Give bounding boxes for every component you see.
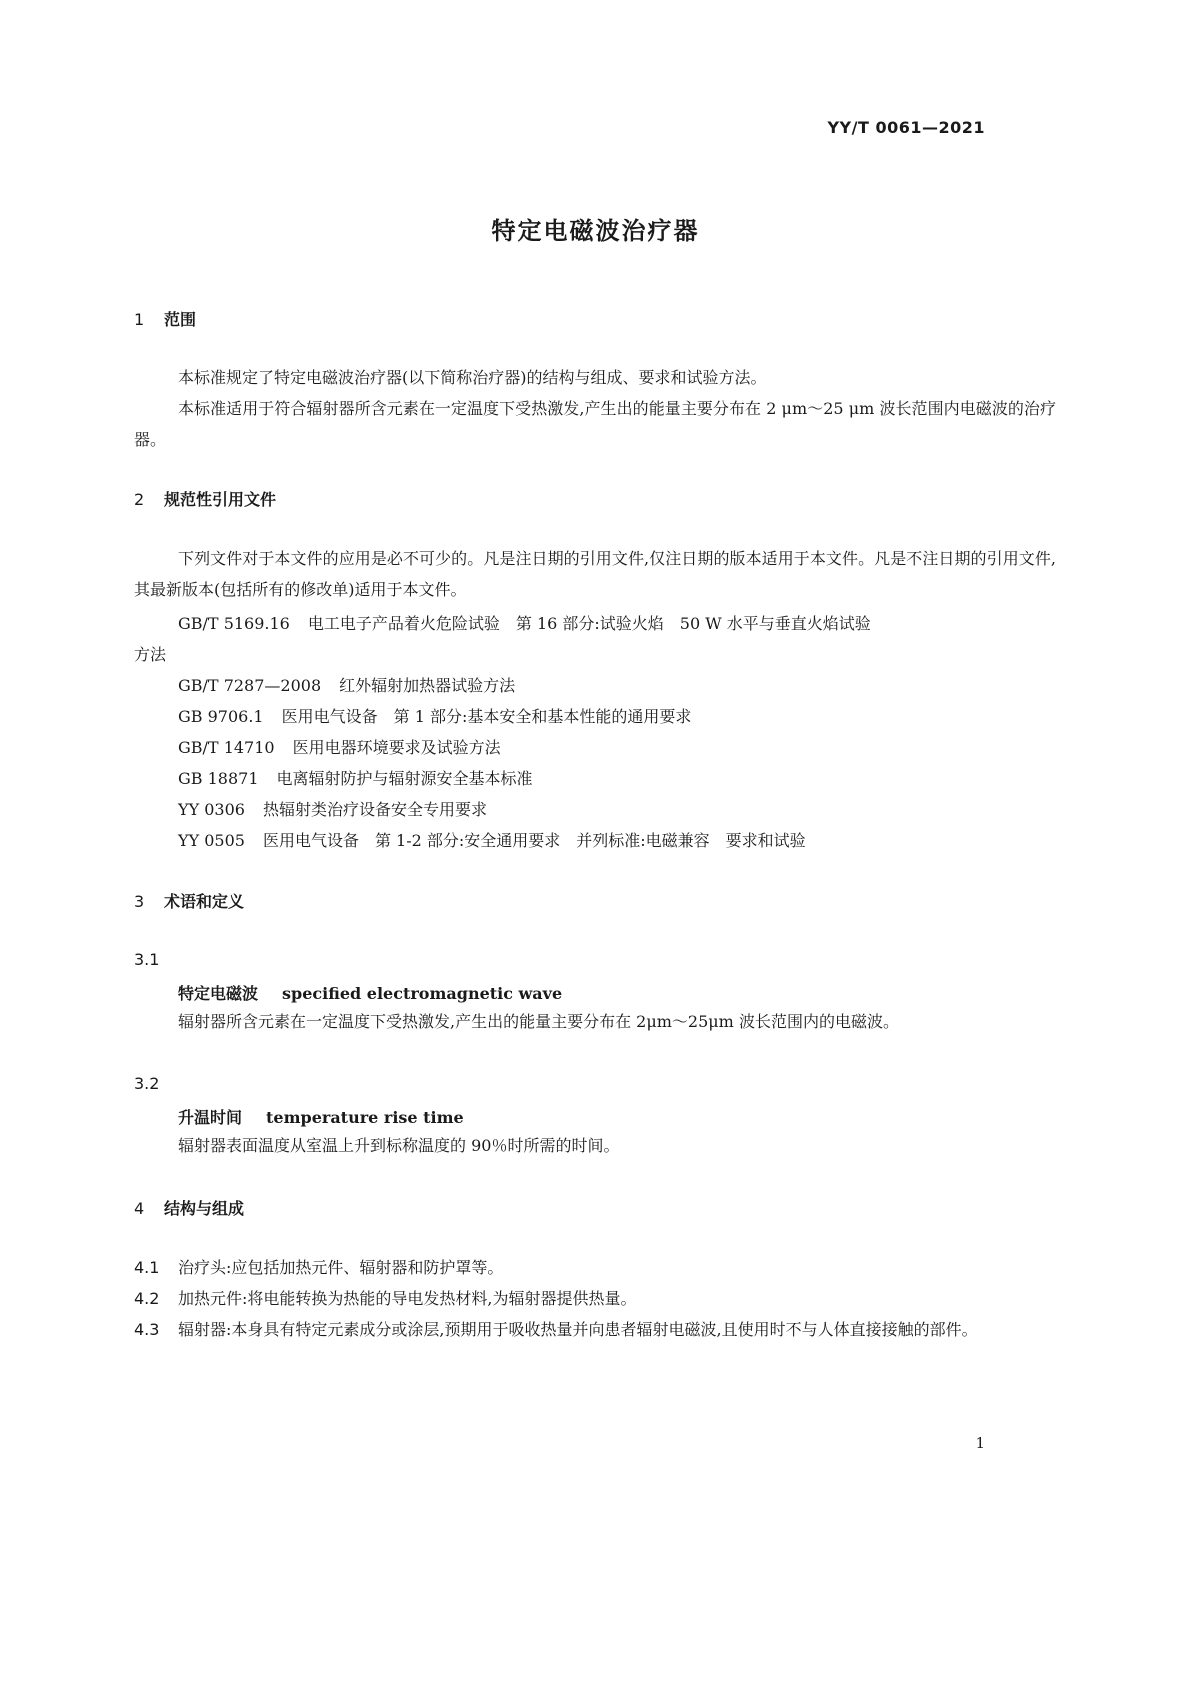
section-heading-scope <box>134 307 196 330</box>
reference-continuation: 方法 <box>134 645 167 664</box>
term-heading <box>178 1105 464 1128</box>
reference-item <box>178 673 1056 696</box>
section-number: 2 <box>134 490 145 509</box>
reference-title: 医用电气设备 第 1-2 部分:安全通用要求 并列标准:电磁兼容 要求和试验 <box>262 831 806 850</box>
term-english: specified electromagnetic wave <box>282 984 563 1003</box>
paragraph: 本标准规定了特定电磁波治疗器(以下简称治疗器)的结构与组成、要求和试验方法。 <box>178 368 767 387</box>
term-heading <box>178 981 562 1004</box>
reference-title: 医用电器环境要求及试验方法 <box>292 738 501 757</box>
paragraph: 本标准适用于符合辐射器所含元素在一定温度下受热激发,产生出的能量主要分布在 2 μm～25 μm 波长范围内电磁波的治疗器。 <box>134 399 1056 449</box>
section-title: 规范性引用文件 <box>164 490 277 509</box>
section-title: 术语和定义 <box>164 892 245 911</box>
paragraph: 下列文件对于本文件的应用是必不可少的。凡是注日期的引用文件,仅注日期的版本适用于本文件。凡是不注日期的引用文件,其最新版本(包括所有的修改单)适用于本文件。 <box>134 549 1056 599</box>
reference-code: GB 9706.1 <box>178 707 264 726</box>
item-number: 4.3 <box>134 1320 160 1339</box>
item-text: 辐射器:本身具有特定元素成分或涂层,预期用于吸收热量并向患者辐射电磁波,且使用时不与人体直接接触的部件。 <box>178 1320 978 1339</box>
item-number: 4.1 <box>134 1258 160 1277</box>
term-english: temperature rise time <box>266 1108 464 1127</box>
item-text: 治疗头:应包括加热元件、辐射器和防护罩等。 <box>178 1258 504 1277</box>
reference-code: GB/T 14710 <box>178 738 275 757</box>
structure-item <box>134 1314 1056 1345</box>
reference-title: 红外辐射加热器试验方法 <box>339 676 516 695</box>
term-definition: 辐射器所含元素在一定温度下受热激发,产生出的能量主要分布在 2μm～25μm 波长范围内的电磁波。 <box>178 1012 899 1031</box>
term-number: 3.2 <box>134 1074 160 1093</box>
section-title: 范围 <box>164 310 197 329</box>
reference-item <box>178 611 1056 634</box>
reference-item <box>178 766 1056 789</box>
reference-code: GB 18871 <box>178 769 259 788</box>
section-heading-terms-definitions <box>134 889 244 912</box>
reference-item <box>178 828 1056 851</box>
section-heading-structure <box>134 1196 244 1219</box>
term-definition: 辐射器表面温度从室温上升到标称温度的 90％时所需的时间。 <box>178 1136 620 1155</box>
reference-item <box>178 735 1056 758</box>
reference-title: 医用电气设备 第 1 部分:基本安全和基本性能的通用要求 <box>281 707 692 726</box>
section-title: 结构与组成 <box>164 1199 245 1218</box>
term-chinese: 升温时间 <box>178 1108 243 1127</box>
reference-title: 电工电子产品着火危险试验 第 16 部分:试验火焰 50 W 水平与垂直火焰试验 <box>307 614 871 633</box>
reference-code: YY 0306 <box>178 800 245 819</box>
reference-item <box>178 797 1056 820</box>
section-number: 1 <box>134 310 145 329</box>
section-number: 4 <box>134 1199 145 1218</box>
page-number: 1 <box>975 1434 985 1452</box>
reference-code: GB/T 7287—2008 <box>178 676 322 695</box>
reference-code: YY 0505 <box>178 831 245 850</box>
reference-item <box>178 704 1056 727</box>
structure-item <box>134 1252 1056 1283</box>
term-chinese: 特定电磁波 <box>178 984 259 1003</box>
reference-code: GB/T 5169.16 <box>178 614 290 633</box>
item-number: 4.2 <box>134 1289 160 1308</box>
structure-item <box>134 1283 1056 1314</box>
standard-number: YY/T 0061—2021 <box>827 118 985 137</box>
document-title: 特定电磁波治疗器 <box>491 217 700 245</box>
reference-title: 热辐射类治疗设备安全专用要求 <box>262 800 487 819</box>
item-text: 加热元件:将电能转换为热能的导电发热材料,为辐射器提供热量。 <box>178 1289 637 1308</box>
section-heading-normative-references <box>134 487 276 510</box>
term-number: 3.1 <box>134 950 160 969</box>
section-number: 3 <box>134 892 145 911</box>
reference-title: 电离辐射防护与辐射源安全基本标准 <box>276 769 533 788</box>
